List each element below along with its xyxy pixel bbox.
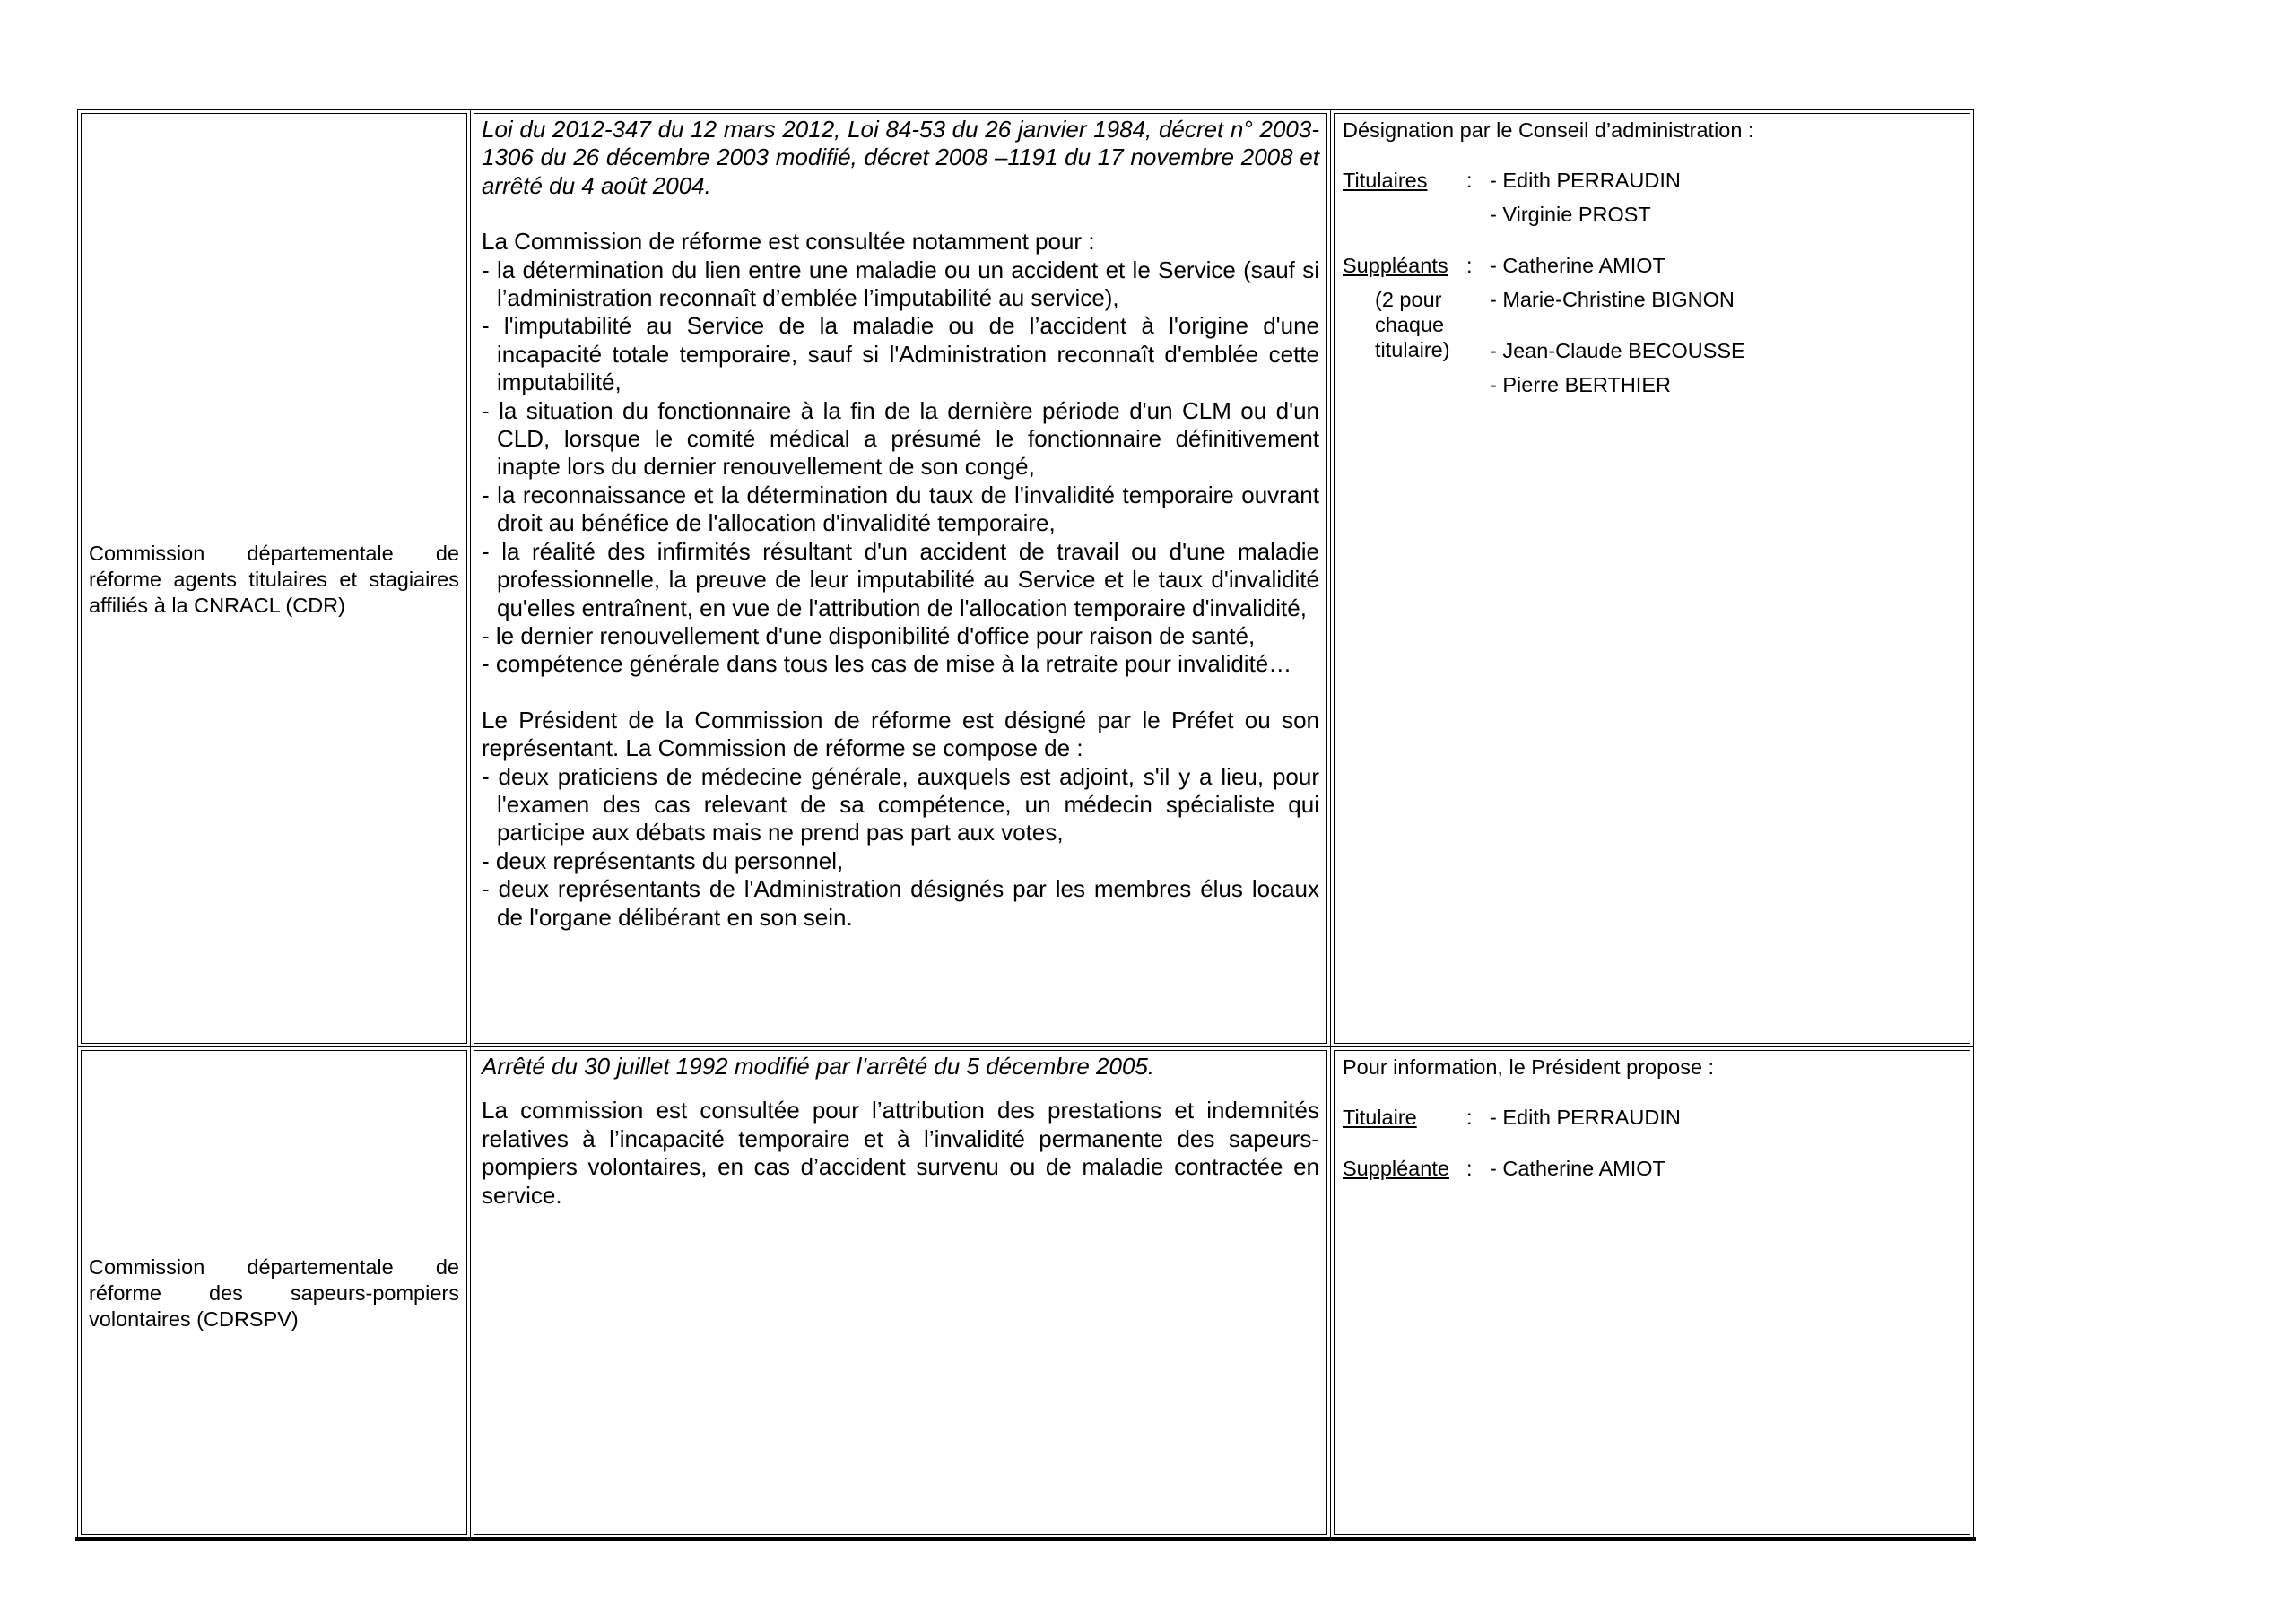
- list-item: - compétence générale dans tous les cas de mise à la retraite pour invalidité…: [482, 650, 1292, 678]
- composition-intro: Le Président de la Commission de réforme est désigné par le Préfet ou son représentant. La Commission de réforme se compose de :: [482, 706, 1319, 762]
- list-item: - la réalité des infirmités résultant d'un accident de travail ou d'une maladie professionnelle, la preuve de leur imputabilité au Service et le taux d'invalidité qu'elles entraînent, en vue de l'attribution de l'allocation temporaire d'invalidité,: [482, 537, 1319, 621]
- designation-heading: Désignation par le Conseil d’administration :: [1343, 118, 1754, 142]
- titulaire-name: - Virginie PROST: [1490, 203, 1651, 226]
- titulaire-name: - Edith PERRAUDIN: [1490, 169, 1681, 192]
- legal-references: Arrêté du 30 juillet 1992 modifié par l’arrêté du 5 décembre 2005.: [482, 1053, 1155, 1080]
- titulaires-label: Titulaires: [1343, 169, 1428, 192]
- row2-description: [482, 1053, 1319, 1210]
- suppleant-name: - Catherine AMIOT: [1490, 254, 1665, 277]
- legal-references: Loi du 2012-347 du 12 mars 2012, Loi 84-53 du 26 janvier 1984, décret n° 2003- 1306 du 26 décembre 2003 modifié, décret 2008 –1191 du 17 novembre 2008 et arrêté du 4 août 2004.: [482, 116, 1319, 199]
- titulaire-label: Titulaire: [1343, 1106, 1417, 1129]
- description-body: La commission est consultée pour l’attribution des prestations et indemnités relatives à l’incapacité temporaire et à l’invalidité permanente des sapeurs-pompiers volontaires, en cas d’accident survenu ou de maladie contractée en service.: [482, 1097, 1319, 1209]
- suppleant-name: - Jean-Claude BECOUSSE: [1490, 339, 1745, 362]
- row2-designation: [1343, 1055, 1961, 1182]
- suppleant-name: - Pierre BERTHIER: [1490, 373, 1671, 396]
- missions-intro: La Commission de réforme est consultée notamment pour :: [482, 228, 1095, 256]
- titulaire-block: [1343, 1105, 1961, 1131]
- row1-description: [482, 116, 1319, 932]
- commission-name-cdrspv: Commission départementale de réforme des sapeurs-pompiers volontaires (CDRSPV): [89, 1255, 459, 1331]
- list-item: - deux praticiens de médecine générale, auxquels est adjoint, s'il y a lieu, pour l'examen des cas relevant de sa compétence, un médecin spécialiste qui participe aux débats mais ne prend pas part aux votes,: [482, 762, 1319, 846]
- missions-list: [482, 256, 1319, 679]
- list-item: - la reconnaissance et la détermination du taux de l'invalidité temporaire ouvrant droit au bénéfice de l'allocation d'invalidité temporaire,: [482, 481, 1319, 537]
- composition-list: [482, 763, 1319, 932]
- list-item: - l'imputabilité au Service de la maladie ou de l’accident à l'origine d'une incapacité totale temporaire, sauf si l'Administration reconnaît d'emblée cette imputabilité,: [482, 312, 1319, 396]
- list-item: - la situation du fonctionnaire à la fin de la dernière période d'un CLM ou d'un CLD, lorsque le comité médical a présumé le fonctionnaire définitivement inapte lors du dernier renouvellement de son congé,: [482, 396, 1319, 481]
- colon: :: [1466, 1157, 1473, 1180]
- titulaires-block: [1343, 168, 1961, 228]
- colon: :: [1466, 1106, 1473, 1129]
- table-bottom-rule: [75, 1537, 1976, 1541]
- row2-designation-cell: [1334, 1050, 1970, 1535]
- colon: :: [1466, 169, 1473, 192]
- row1-commission-cell: [81, 113, 467, 1044]
- row1-designation-cell: [1334, 113, 1970, 1044]
- suppleants-block: [1343, 253, 1961, 398]
- row2-commission-cell: [81, 1050, 467, 1535]
- suppleante-label: Suppléante: [1343, 1157, 1449, 1180]
- suppleante-block: [1343, 1156, 1961, 1182]
- suppleant-name: - Marie-Christine BIGNON: [1490, 288, 1735, 311]
- list-item: - le dernier renouvellement d'une disponibilité d'office pour raison de santé,: [482, 621, 1256, 649]
- list-item: - deux représentants de l'Administration désignés par les membres élus locaux de l'organe délibérant en son sein.: [482, 875, 1319, 931]
- colon: :: [1466, 254, 1473, 277]
- row1-designation: [1343, 117, 1961, 398]
- suppleants-note: (2 pour chaque titulaire): [1375, 288, 1450, 361]
- titulaire-name: - Edith PERRAUDIN: [1490, 1106, 1681, 1129]
- row1-description-cell: [474, 113, 1327, 1044]
- designation-heading: Pour information, le Président propose :: [1343, 1055, 1715, 1079]
- suppleants-label: Suppléants: [1343, 254, 1448, 277]
- commission-name-cdr: Commission départementale de réforme agents titulaires et stagiaires affiliés à la CNRACL (CDR): [89, 542, 459, 617]
- list-item: - la détermination du lien entre une maladie ou un accident et le Service (sauf si l’administration reconnaît d’emblée l’imputabilité au service),: [482, 256, 1319, 312]
- suppleante-name: - Catherine AMIOT: [1490, 1157, 1665, 1180]
- list-item: - deux représentants du personnel,: [482, 846, 844, 874]
- row2-description-cell: [474, 1050, 1327, 1535]
